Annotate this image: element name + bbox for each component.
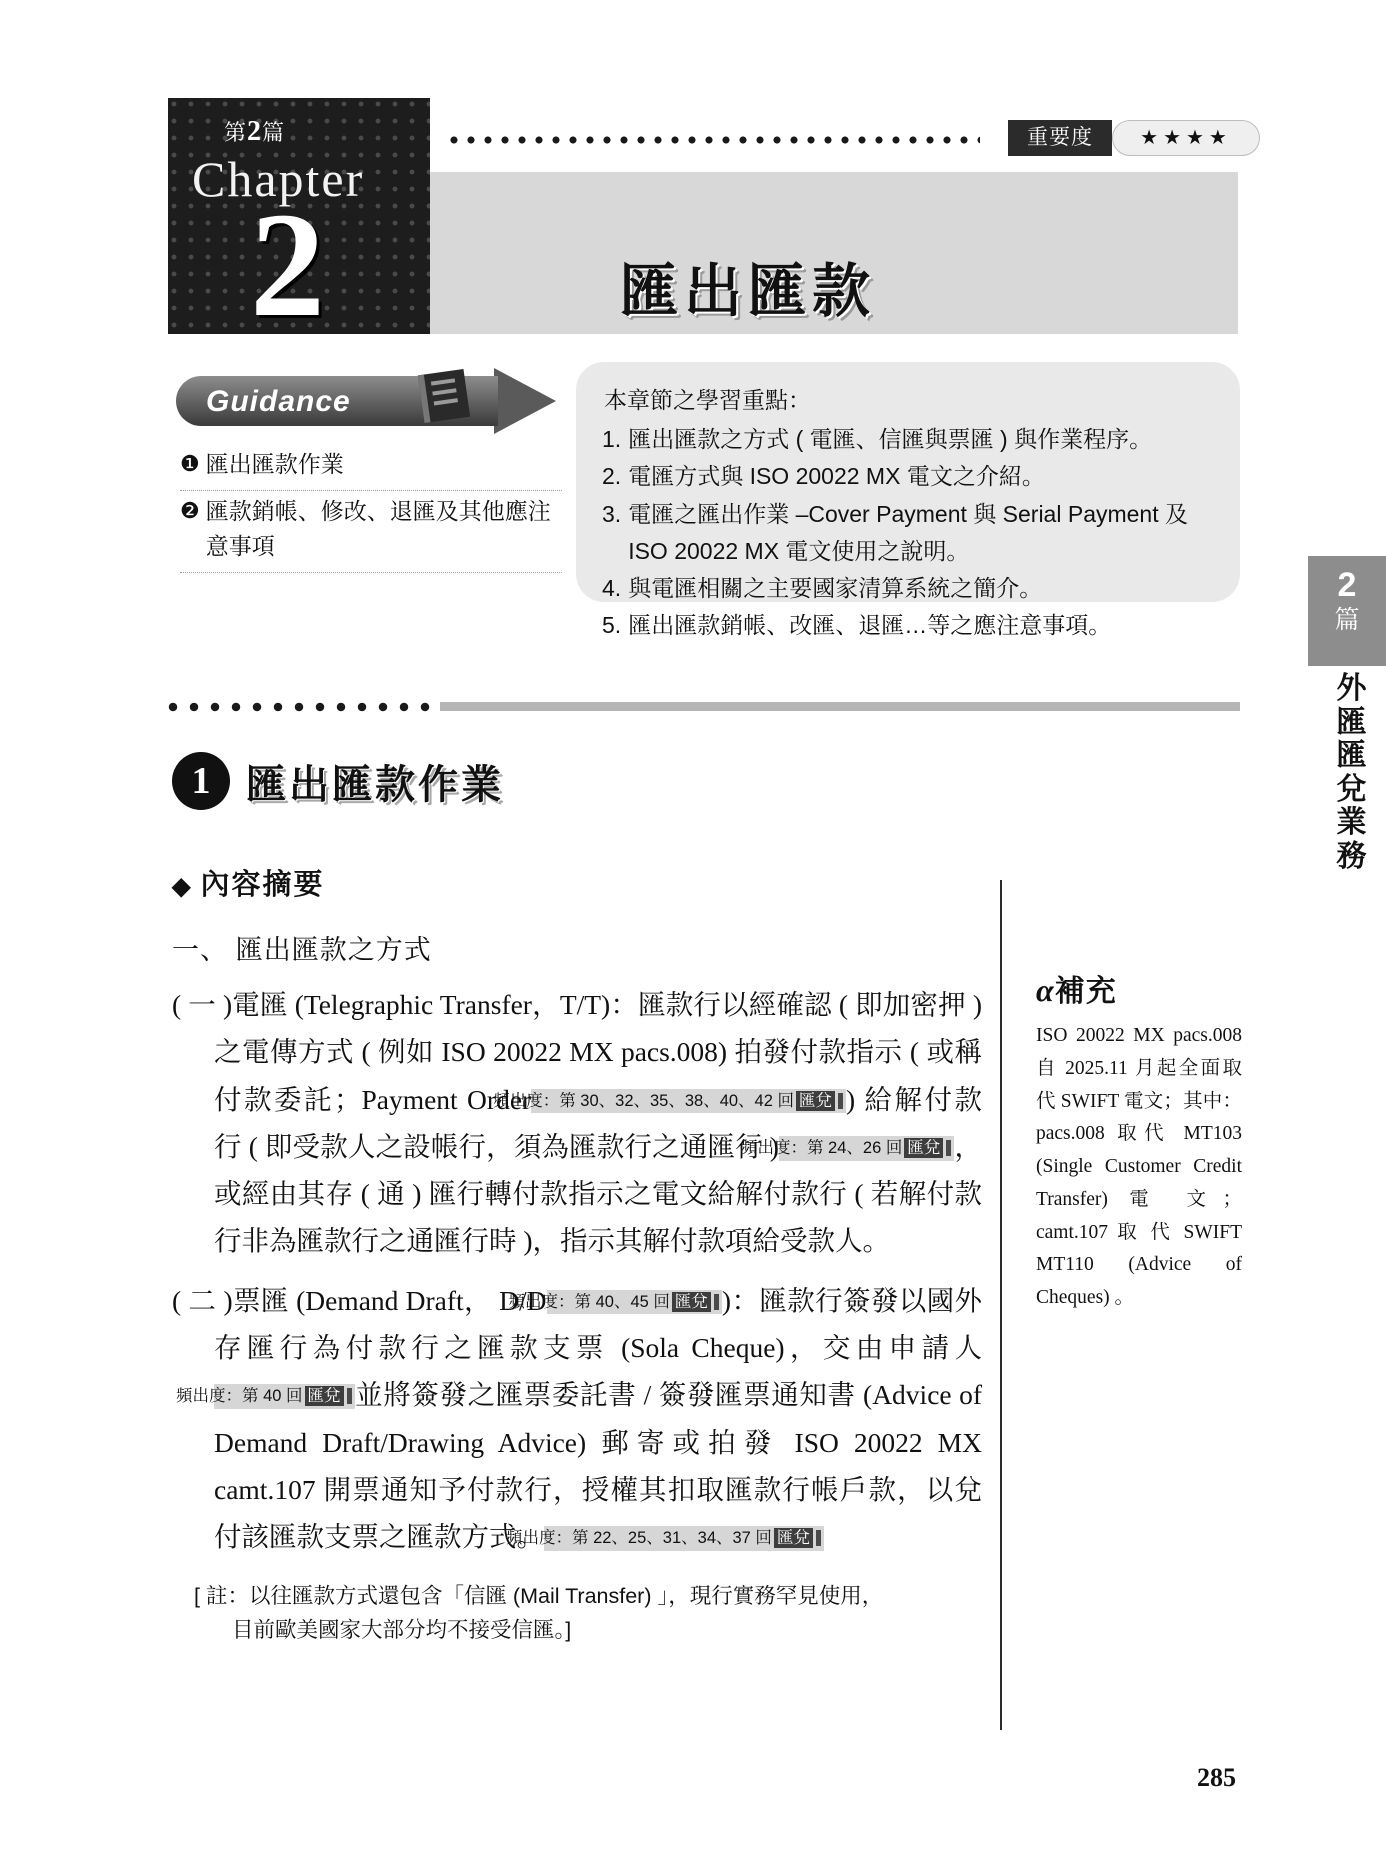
section-number-badge: 1 [172, 752, 230, 810]
frequency-badge-2c-text: 頻出度：第 22、25、31、34、37 回 [506, 1529, 772, 1548]
focus-item-text: 匯出匯款之方式 ( 電匯、信匯與票匯 ) 與作業程序。 [628, 426, 1153, 452]
side-tab-title: 外匯匯兌業務 [1336, 672, 1368, 873]
paragraph-2-text-c: 並將簽發之匯票委託書 / 簽發匯票通知書 (Advice of Demand Draft/Drawing Advice) 郵寄或拍發 ISO 20022 MX camt.107 開票通知予付款行，授權其扣取匯款行帳戶款，以兌付該匯款支票之匯款方式。 [214, 1379, 982, 1553]
page-number: 285 [1197, 1763, 1236, 1792]
learning-focus-item [602, 570, 1214, 607]
guidance-item-marker: ❷ [180, 497, 200, 523]
guidance-item-label: 匯款銷帳、修改、退匯及其他應注意事項 [205, 497, 551, 560]
guidance-list-item [180, 491, 562, 573]
learning-focus-box [576, 362, 1240, 639]
supplement-note-body: ISO 20022 MX pacs.008 自 2025.11 月起全面取代 SWIFT 電文；其中：pacs.008 取代 MT103 (Single Customer Credit Transfer) 電 文；camt.107 取 代 SWIFT MT110 (Advice of Cheques) 。 [1036, 1025, 1242, 1308]
importance-label: 重要度 [1008, 120, 1112, 156]
side-tab [1308, 556, 1386, 666]
learning-focus-item [602, 458, 1214, 495]
supplement-note-title-label: 補充 [1054, 975, 1117, 1008]
learning-focus-item [602, 421, 1214, 458]
focus-item-number: 2. [602, 463, 622, 490]
paragraph-1-text-b: ) 給解付款行 ( 即受款人之設帳行，須為匯款行之通匯行 ) [214, 1083, 982, 1162]
guidance-list-item [180, 444, 562, 491]
body-list-heading: 一、 匯出匯款之方式 [172, 935, 432, 965]
section-divider [168, 700, 1240, 714]
frequency-badge-2b-tag: 匯兌 [305, 1386, 344, 1406]
frequency-badge-1b-text: 頻出度：第 24、26 回 [740, 1138, 903, 1157]
guidance-label: Guidance [206, 385, 351, 418]
frequency-badge-tick-icon [946, 1140, 951, 1156]
body-column [172, 928, 982, 1648]
frequency-badge-tick-icon [714, 1294, 719, 1310]
frequency-badge-1b-tag: 匯兌 [904, 1138, 943, 1158]
section-heading [172, 752, 504, 810]
focus-item-number: 1. [602, 426, 622, 452]
subsection-heading [172, 862, 324, 903]
importance-stars: ★★★★ [1112, 120, 1260, 156]
learning-focus-item [602, 496, 1214, 571]
paragraph-2-text-a: 票匯 (Demand Draft， D/D [232, 1284, 547, 1316]
part-suffix: 篇 [262, 120, 286, 145]
paragraph-2-text-b: )：匯款行簽發以國外存匯行為付款行之匯款支票 (Sola Cheque)，交由申請人 [214, 1284, 982, 1364]
chapter-badge [168, 98, 430, 348]
frequency-badge-2b [176, 1384, 355, 1409]
sidebar-divider [1000, 880, 1002, 1730]
focus-item-text: 匯出匯款銷帳、改匯、退匯…等之應注意事項。 [628, 612, 1112, 639]
footnote-line-1: [ 註：以往匯款方式還包含「信匯 (Mail Transfer) 」，現行實務罕見使用， [194, 1583, 884, 1608]
section-divider-dots [168, 702, 438, 712]
diamond-icon: ◆ [172, 873, 193, 900]
chapter-part-label [224, 116, 285, 148]
frequency-badge-1a [493, 1089, 846, 1114]
guidance-item-label: 匯出匯款作業 [205, 451, 344, 477]
frequency-badge-1a-tag: 匯兌 [796, 1091, 835, 1111]
guidance-item-marker: ❶ [180, 451, 200, 476]
body-paragraph-1 [172, 981, 982, 1265]
frequency-badge-2a [508, 1290, 722, 1315]
chapter-header [168, 98, 1238, 348]
body-footnote [172, 1579, 982, 1649]
guidance-banner [176, 372, 576, 434]
guidance-list [180, 444, 562, 573]
side-tab-part: 篇 [1334, 606, 1360, 634]
learning-focus-title: 本章節之學習重點： [604, 387, 811, 413]
part-number: 2 [247, 116, 263, 147]
supplement-note [1036, 966, 1242, 1315]
frequency-badge-2c [506, 1526, 824, 1551]
book-icon [418, 369, 470, 423]
frequency-badge-2b-text: 頻出度：第 40 回 [176, 1387, 303, 1406]
frequency-badge-tick-icon [347, 1388, 352, 1404]
footnote-line-2: 目前歐美國家大部分均不接受信匯。] [232, 1618, 572, 1643]
guidance-label-plate [176, 376, 434, 426]
supplement-note-title [1036, 966, 1242, 1010]
frequency-badge-2a-text: 頻出度：第 40、45 回 [508, 1292, 670, 1311]
side-tab-number: 2 [1337, 566, 1357, 604]
frequency-badge-tick-icon [838, 1093, 843, 1109]
focus-item-text: 電匯方式與 ISO 20022 MX 電文之介紹。 [628, 463, 1045, 490]
frequency-badge-2c-tag: 匯兌 [774, 1528, 813, 1548]
arrow-head-icon [494, 368, 556, 434]
focus-item-text: 電匯之匯出作業 –Cover Payment 與 Serial Payment 及 ISO 20022 MX 電文使用之說明。 [628, 500, 1189, 564]
alpha-icon: α [1036, 972, 1055, 1008]
part-prefix: 第 [224, 120, 248, 145]
chapter-title: 匯出匯款 [620, 259, 877, 324]
frequency-badge-tick-icon [816, 1530, 821, 1546]
focus-item-number: 3. [602, 500, 622, 527]
dotted-rule [450, 136, 980, 144]
subsection-heading-label: 內容摘要 [200, 869, 325, 901]
paragraph-2-marker: ( 二 ) [172, 1284, 233, 1316]
chapter-word: Chapter [192, 151, 365, 207]
focus-item-number: 4. [602, 575, 622, 601]
frequency-badge-2a-tag: 匯兌 [672, 1292, 711, 1312]
paragraph-1-text-a: 電匯 (Telegraphic Transfer，T/T)：匯款行以經確認 ( 即加密押 ) 之電傳方式 ( 例如 ISO 20022 MX pacs.008) 拍發付款指示 ( 或稱付款委託；Payment Order [214, 989, 982, 1115]
learning-focus-item [602, 607, 1214, 644]
section-divider-bar [440, 702, 1240, 711]
section-title: 匯出匯款作業 [246, 762, 504, 807]
paragraph-1-text-c: ，或經由其存 ( 通 ) 匯行轉付款指示之電文給解付款行 ( 若解付款行非為匯款行之通匯行時 )，指示其解付款項給受款人。 [214, 1130, 982, 1257]
focus-item-number: 5. [602, 612, 622, 639]
frequency-badge-1b [740, 1136, 954, 1161]
paragraph-1-marker: ( 一 ) [172, 989, 233, 1020]
body-paragraph-2 [172, 1277, 982, 1561]
chapter-number: 2 [250, 182, 325, 348]
frequency-badge-1a-text: 頻出度：第 30、32、35、38、40、42 回 [493, 1091, 794, 1110]
focus-item-text: 與電匯相關之主要國家清算系統之簡介。 [628, 575, 1043, 601]
